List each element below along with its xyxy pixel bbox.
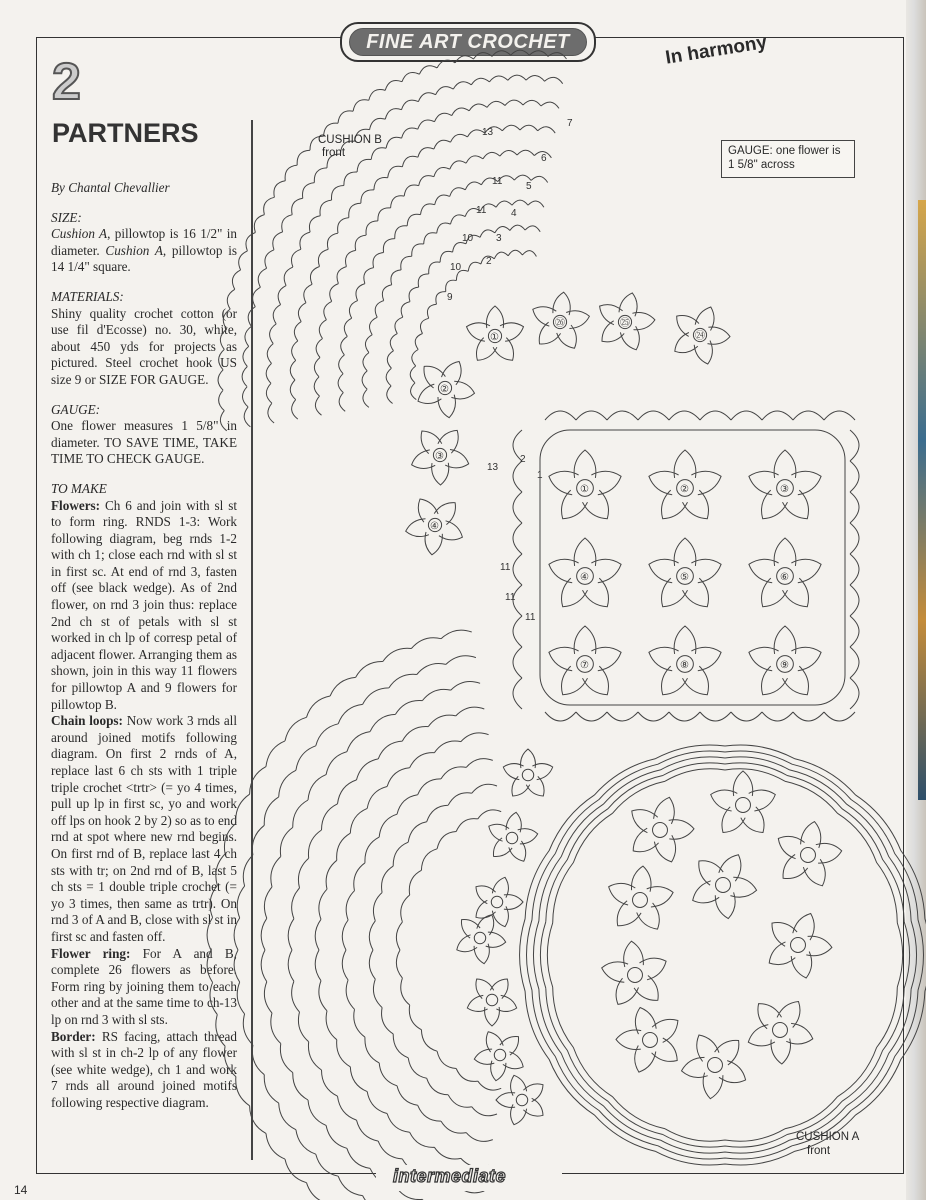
chain-loop-row bbox=[314, 150, 551, 415]
chain-loop-row bbox=[533, 757, 916, 1153]
flower-number: ⑧ bbox=[680, 660, 689, 671]
flower-center bbox=[506, 832, 517, 843]
row-number: 11 bbox=[492, 176, 503, 187]
cushion-a-diagram bbox=[207, 630, 926, 1200]
flower-motif bbox=[632, 797, 694, 862]
flower-motif bbox=[748, 1002, 813, 1065]
flower-motif bbox=[682, 1035, 746, 1099]
row-number: 11 bbox=[505, 592, 516, 603]
row-number: 3 bbox=[496, 233, 502, 244]
chain-loop-row bbox=[315, 733, 488, 1167]
flower-number: ④ bbox=[430, 521, 439, 532]
flower-motif bbox=[711, 771, 776, 833]
flower-motif bbox=[769, 914, 832, 979]
header-badge-text: FINE ART CROCHET bbox=[366, 30, 570, 53]
chain-loop-row bbox=[242, 75, 563, 427]
diagram-numbers bbox=[430, 118, 789, 671]
row-number: 10 bbox=[462, 233, 474, 244]
flower-number: ③ bbox=[780, 484, 789, 495]
flowers-step: Flowers: Ch 6 and join with sl st to form ring. RNDS 1-3: Work following diagram, beg rnds 1-2 with ch 1; close each rnd with sl st in first sc. At end of rnd 3, fasten off (see black wedge). As of 2nd flower, on rnd 3 join thus: replace 2nd ch st of petals with sl st worked in ch lp of corresp petal of adjacent flower. Arranging them as shown, join in this way 11 flowers for pillowtop A and 9 flowers for pillowtop B. bbox=[51, 497, 237, 712]
row-number: 10 bbox=[450, 262, 462, 273]
row-number: 13 bbox=[482, 127, 494, 138]
square-diagram bbox=[513, 411, 859, 721]
flower-center bbox=[522, 769, 533, 780]
chain-loops-step: Chain loops: Now work 3 rnds all around joined motifs following diagram. On first 2 rnds of A, replace last 6 ch sts with 1 triple triple crochet <trtr> (= yo 4 times, pull up lp in first sc, yo and work off lps on hook 2 by 2) so as to end rnd at spot where new rnd begins. On first rnd of B, replace last 4 ch sts with tr; on 2nd rnd of B, last 5 ch sts = 1 double triple crochet (= yo 3 times, then same as trtr). On rnd 3 of A and B, close with sl st in first sc and fasten off. bbox=[51, 713, 237, 944]
materials-heading: MATERIALS: bbox=[51, 288, 124, 304]
size-text: Cushion A, pillowtop is 16 1/2" in diameter. Cushion A, pillowtop is 14 1/4" square. bbox=[51, 226, 237, 275]
row-number: 4 bbox=[511, 208, 517, 219]
flower-motif bbox=[616, 1008, 678, 1073]
flower-center bbox=[801, 848, 816, 863]
page-title: PARTNERS bbox=[52, 118, 199, 148]
flower-center bbox=[486, 994, 497, 1005]
flower-center bbox=[516, 1094, 527, 1105]
chain-loop-row bbox=[342, 759, 493, 1142]
flower-center bbox=[494, 1049, 505, 1060]
row-number: 13 bbox=[487, 462, 499, 473]
gauge-heading: GAUGE: bbox=[51, 401, 101, 417]
flower-number: ㉔ bbox=[695, 331, 705, 342]
flower-number: ㉕ bbox=[620, 318, 630, 329]
flower-center bbox=[491, 896, 502, 907]
pattern-number: 2 bbox=[52, 53, 81, 111]
skill-level: intermediate bbox=[393, 1166, 507, 1186]
chain-loop-row bbox=[362, 200, 544, 407]
flower-center bbox=[474, 932, 485, 943]
row-number: 9 bbox=[447, 292, 453, 303]
page-number: 14 bbox=[14, 1183, 28, 1197]
flower-center bbox=[791, 938, 806, 953]
row-number: 1 bbox=[537, 470, 543, 481]
chain-loop-row bbox=[527, 751, 924, 1159]
chain-loop-row bbox=[386, 225, 540, 403]
flower-motif bbox=[778, 822, 841, 886]
row-number: 2 bbox=[520, 454, 526, 465]
flower-number: ⑦ bbox=[580, 660, 589, 671]
byline: By Chantal Chevallier bbox=[51, 180, 170, 195]
row-number: 7 bbox=[567, 118, 573, 129]
row-number: 11 bbox=[500, 562, 511, 573]
flower-motif bbox=[489, 812, 538, 861]
chain-loop-row bbox=[218, 50, 566, 431]
row-number: 11 bbox=[525, 612, 536, 623]
flower-motif bbox=[496, 1075, 543, 1124]
flower-number: ② bbox=[440, 384, 449, 395]
size-heading: SIZE: bbox=[51, 209, 82, 225]
chain-loop-row bbox=[207, 630, 472, 1200]
flower-center bbox=[628, 968, 643, 983]
chain-loop-row bbox=[547, 769, 902, 1141]
cushion-a-sublabel: front bbox=[807, 1145, 831, 1157]
gauge-text: One flower measures 1 5/8" in diameter. TO SAVE TIME, TAKE TIME TO CHECK GAUGE. bbox=[51, 418, 237, 467]
flower-number: ⑨ bbox=[780, 660, 789, 671]
chain-loop-row bbox=[234, 656, 476, 1200]
cushion-b-label: CUSHION B bbox=[318, 134, 382, 146]
to-make-heading: TO MAKE bbox=[51, 480, 107, 496]
flower-ring-step: Flower ring: For A and B, complete 26 flowers as before. Form ring by joining them to each other and at the same time to ch-13 lp on rnd 3 with sl sts. bbox=[51, 945, 237, 1027]
materials-text: Shiny quality crochet cotton (or use fil d'Ecosse) no. 30, white, about 450 yds for projects as pictured. Steel crochet hook US size 9 or SIZE FOR GAUGE. bbox=[51, 305, 237, 387]
flower-number: ③ bbox=[435, 451, 444, 462]
flower-motif bbox=[693, 855, 757, 919]
flower-motif bbox=[609, 866, 673, 929]
chain-loop-row bbox=[396, 810, 501, 1090]
flower-center bbox=[708, 1058, 723, 1073]
cushion-b-sublabel: front bbox=[322, 147, 346, 159]
row-number: 2 bbox=[486, 256, 492, 267]
flower-number: ⑤ bbox=[680, 572, 689, 583]
flower-center bbox=[643, 1033, 658, 1048]
flower-motif bbox=[602, 941, 666, 1004]
flower-center bbox=[653, 823, 668, 838]
row-number: 11 bbox=[476, 205, 487, 216]
flower-number: ⑥ bbox=[780, 572, 789, 583]
flower-number: ㉖ bbox=[555, 318, 565, 329]
section-tagline: In harmony bbox=[664, 31, 769, 69]
flower-motif bbox=[467, 979, 516, 1026]
flower-motif bbox=[474, 1032, 523, 1081]
gauge-note-box: GAUGE: one flower is 1 5/8" across bbox=[721, 140, 855, 178]
cushion-a-label: CUSHION A bbox=[796, 1131, 860, 1143]
flower-motif bbox=[503, 749, 552, 796]
flower-center bbox=[716, 878, 731, 893]
chain-loop-row bbox=[540, 763, 909, 1147]
flower-center bbox=[736, 798, 751, 813]
flower-number: ① bbox=[490, 332, 499, 343]
flower-number: ④ bbox=[580, 572, 589, 583]
row-number: 5 bbox=[526, 181, 532, 192]
flower-center bbox=[633, 893, 648, 908]
flower-number: ② bbox=[680, 484, 689, 495]
flower-center bbox=[773, 1023, 788, 1038]
flower-number: ① bbox=[580, 484, 589, 495]
chain-loop-row bbox=[261, 681, 480, 1200]
chain-loop-row bbox=[290, 125, 555, 419]
row-number: 6 bbox=[541, 153, 547, 164]
cushion-b-diagram bbox=[218, 50, 730, 555]
chain-loop-row bbox=[369, 784, 497, 1116]
border-step: Border: RS facing, attach thread with sl st in ch-2 lp of any flower (see white wedge), ch 1 and work 7 rnds all around joined motifs following respective diagram. bbox=[51, 1028, 237, 1110]
